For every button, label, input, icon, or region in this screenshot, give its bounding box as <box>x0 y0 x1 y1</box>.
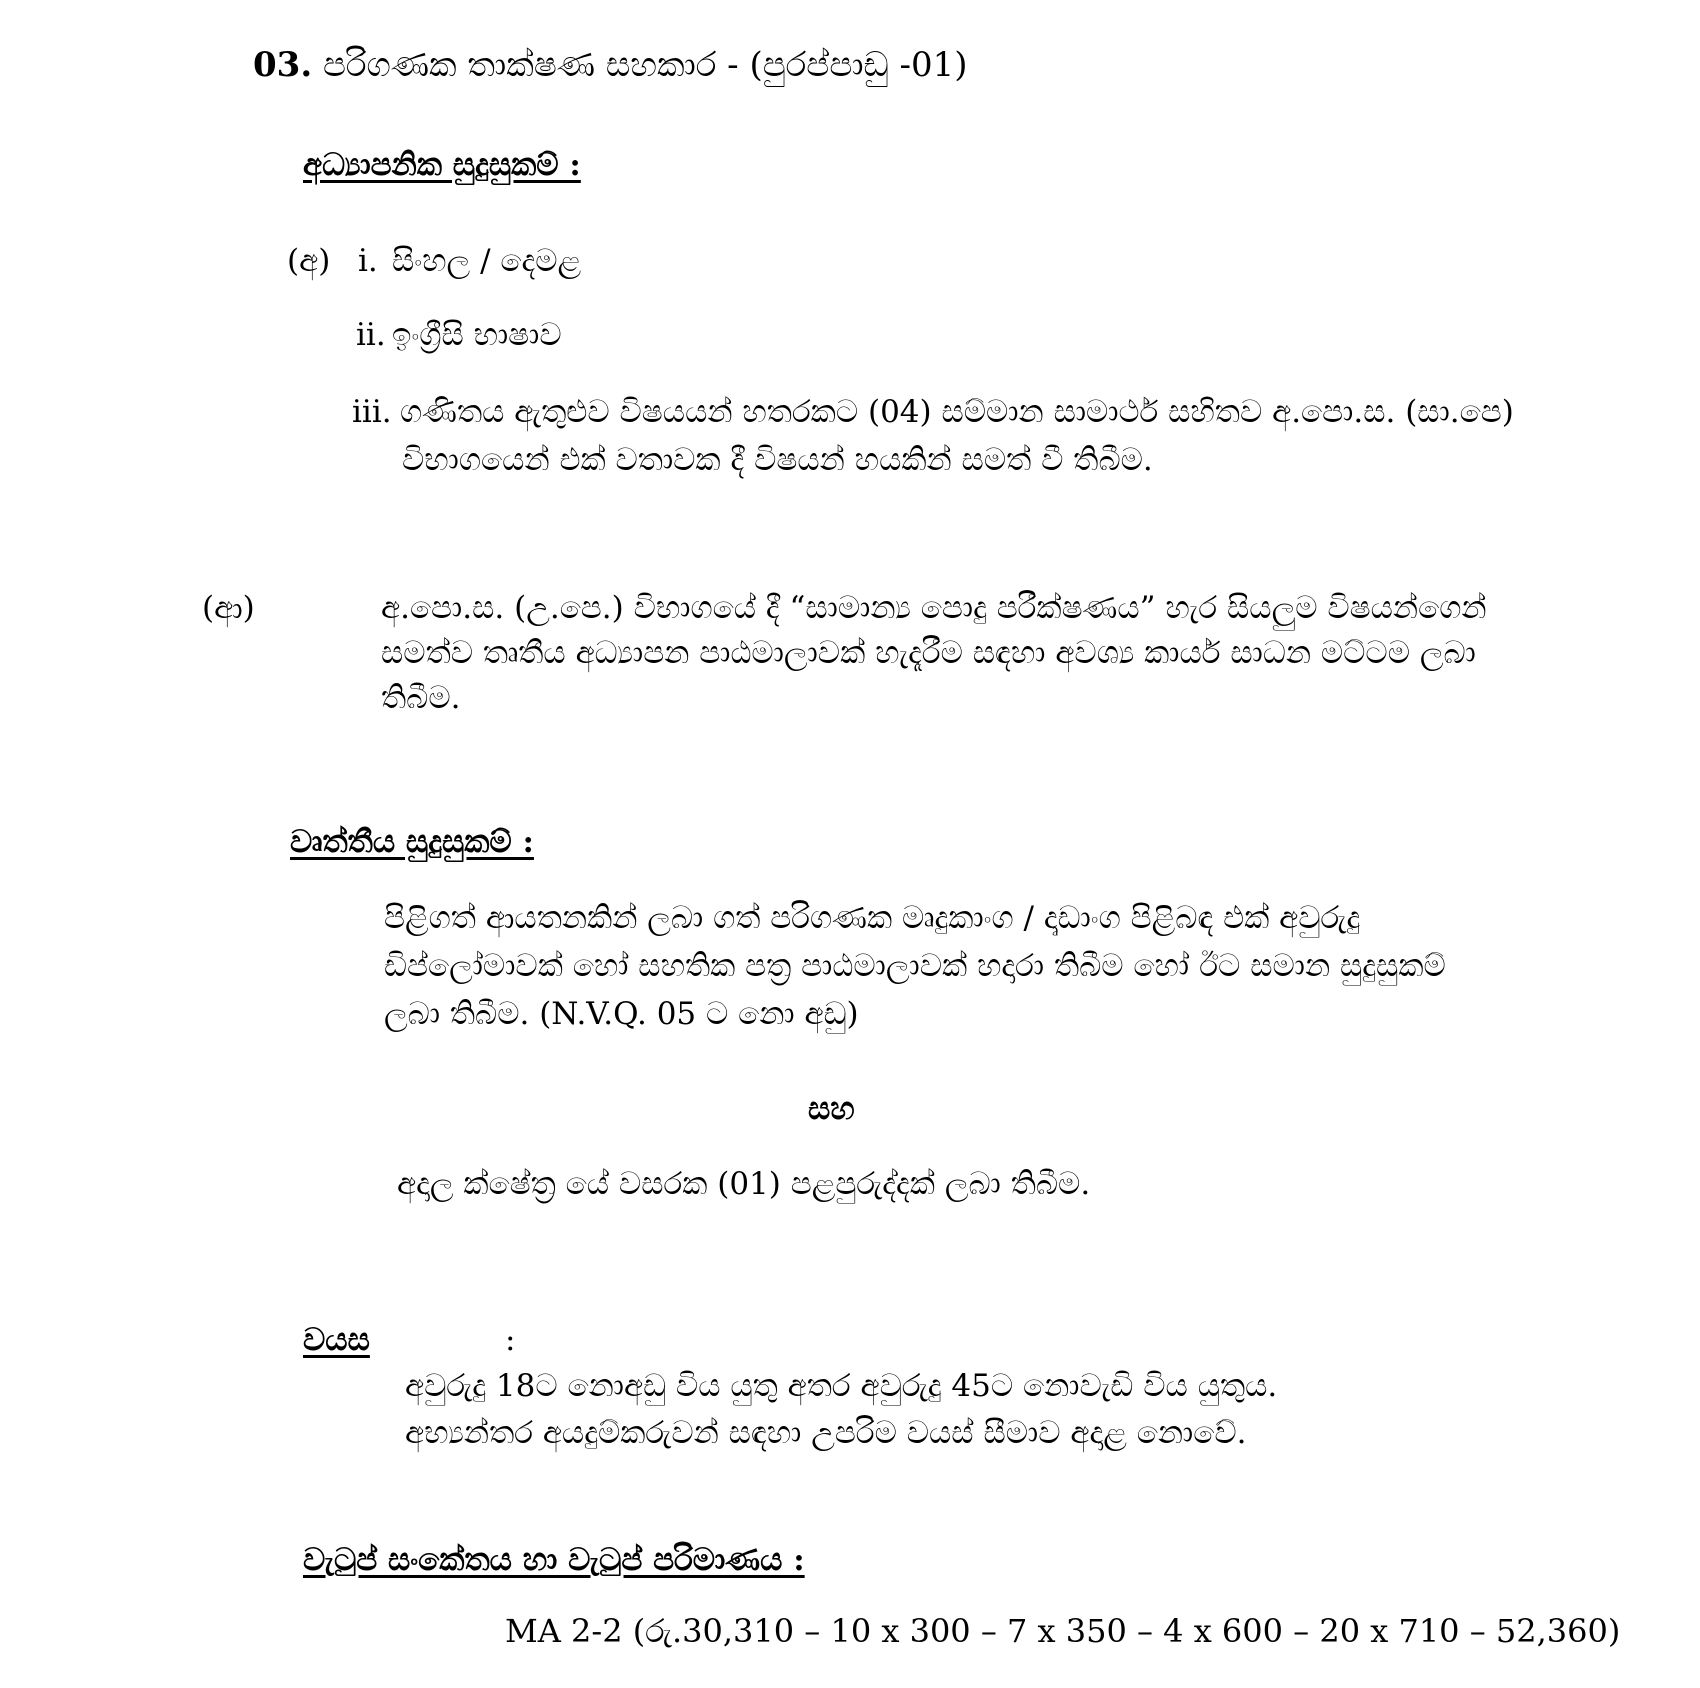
section-b-line-2: සමත්ව තෘතීය අධ්‍යාපන පාඨමාලාවක් හැදෑරීම සඳහා අවශ්‍ය කාර්ය සාධන මට්ටම ලබා <box>381 635 1476 671</box>
item-ii-number: ii. <box>356 317 386 353</box>
salary-heading: වැටුප් සංකේතය හා වැටුප් පරිමාණය : <box>303 1542 805 1578</box>
item-i-number: i. <box>358 243 378 279</box>
item-i-text: සිංහල / දෙමළ <box>392 243 582 279</box>
education-heading: අධ්‍යාපනික සුදුසුකම් : <box>303 147 581 183</box>
section-a-marker: (අ) <box>287 243 331 279</box>
item-ii-text: ඉංග්‍රීසි භාෂාව <box>392 317 562 353</box>
item-iii-text: ගණිතය ඇතුළුව විෂයයන් හතරකට (04) සම්මාන සාමාර්ථ සහිතව අ.පො.ස. (සා.පෙ) <box>400 394 1514 430</box>
item-iii-number: iii. <box>352 394 392 430</box>
age-line-2: අභ්‍යන්තර අයදුම්කරුවන් සඳහා උපරිම වයස් සීමාව අදාළ නොවේ. <box>405 1415 1247 1451</box>
professional-heading: වෘත්තීය සුදුසුකම් : <box>290 824 534 860</box>
experience-requirement: අදාල ක්ෂේත්‍ර යේ වසරක (01) පළපුරුද්දක් ලබා තිබීම. <box>397 1166 1091 1202</box>
age-line-1: අවුරුදු 18ට නොඅඩු විය යුතු අතර අවුරුදු 45ට නොවැඩි විය යුතුය. <box>405 1368 1278 1404</box>
post-title: පරිගණක තාක්ෂණ සහකාර - (පුරප්පාඩු -01) <box>322 45 968 85</box>
professional-line-3: ලබා තිබීම. (N.V.Q. 05 ට නො අඩු) <box>384 996 859 1032</box>
professional-line-2: ඩිප්ලෝමාවක් හෝ සහතික පත්‍ර පාඨමාලාවක් හදාරා තිබීම හෝ ඊට සමාන සුදුසුකම් <box>384 948 1446 984</box>
post-number: 03. <box>253 45 313 85</box>
professional-line-1: පිළිගත් ආයතනකින් ලබා ගත් පරිගණක මෘදුකාංග / දෘඩාංග පිළිබඳ එක් අවුරුදු <box>384 900 1361 936</box>
section-b-line-1: අ.පො.ස. (උ.පෙ.) විභාගයේ දී “සාමාන්‍ය පොදු පරීක්ෂණය” හැර සියලුම විෂයන්ගෙන් <box>381 590 1487 626</box>
item-iii-text-cont: විභාගයෙන් එක් වතාවක දී විෂයන් හයකින් සමත් වී තිබීම. <box>402 442 1153 478</box>
section-b-line-3: තිබීම. <box>381 680 461 716</box>
salary-scale: MA 2-2 (රු.30,310 – 10 x 300 – 7 x 350 – 4 x 600 – 20 x 710 – 52,360) <box>505 1612 1621 1650</box>
post-title-line <box>253 45 968 85</box>
age-colon: : <box>505 1322 516 1358</box>
section-b-marker: (ආ) <box>202 590 255 626</box>
conjunction-and: සහ <box>808 1091 855 1127</box>
age-heading: වයස <box>303 1322 370 1358</box>
